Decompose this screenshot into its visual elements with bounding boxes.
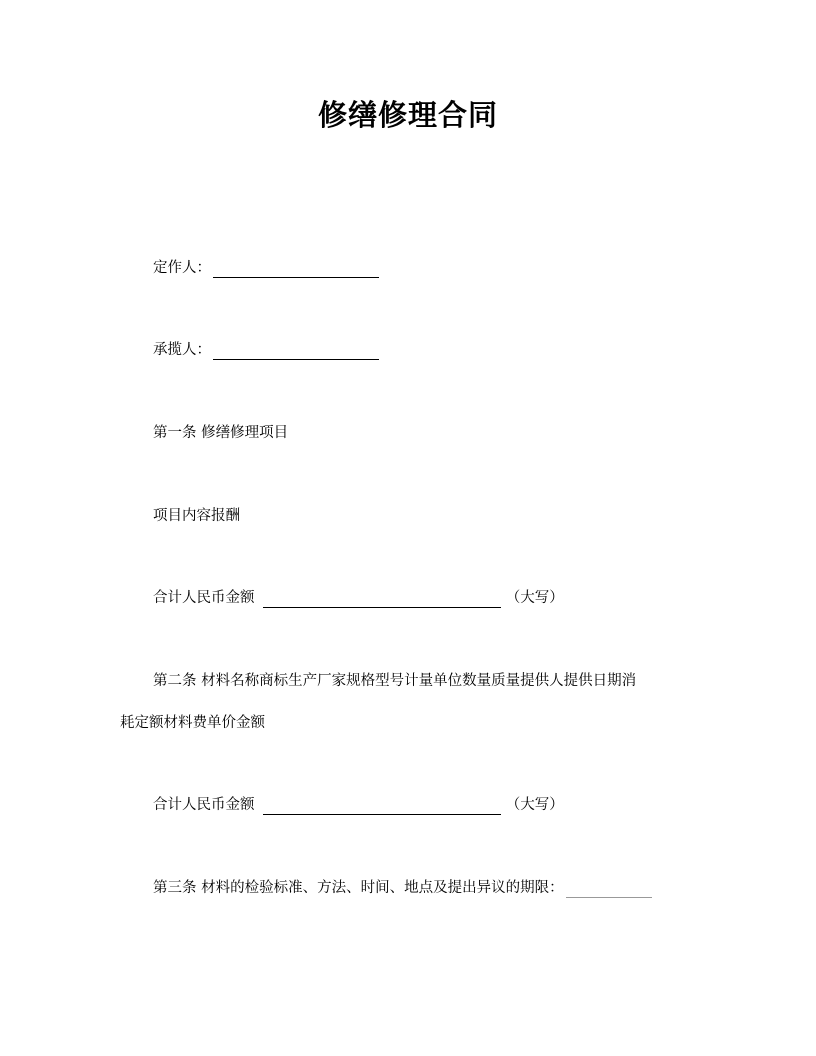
- total-1-blank[interactable]: [263, 593, 501, 608]
- dingzuoren-blank[interactable]: [213, 263, 379, 278]
- total-2-blank[interactable]: [263, 800, 501, 815]
- document-title: 修缮修理合同: [317, 98, 498, 132]
- total-line-1: [153, 588, 564, 608]
- total-line-2: [153, 795, 564, 815]
- chenglanren-blank[interactable]: [213, 345, 379, 360]
- total-1-label: 合计人民币金额: [153, 590, 255, 606]
- dingzuoren-label: 定作人：: [153, 260, 211, 276]
- chenglanren-label: 承揽人：: [153, 342, 211, 358]
- article-3: 第三条 材料的检验标准、方法、时间、地点及提出异议的期限：: [153, 880, 564, 896]
- total-2-suffix: （大写）: [505, 797, 564, 813]
- total-2-label: 合计人民币金额: [153, 797, 255, 813]
- article-3-line: [153, 878, 652, 898]
- total-1-suffix: （大写）: [505, 590, 564, 606]
- article-2-line-1: 第二条 材料名称商标生产厂家规格型号计量单位数量质量提供人提供日期消: [153, 673, 637, 689]
- article-1: 第一条 修缮修理项目: [153, 425, 289, 441]
- article-3-blank[interactable]: [566, 883, 652, 898]
- article-2-line-2: 耗定额材料费单价金额: [120, 715, 265, 731]
- chenglanren-line: [153, 340, 379, 360]
- project-header: 项目内容报酬: [153, 508, 240, 524]
- dingzuoren-line: [153, 258, 379, 278]
